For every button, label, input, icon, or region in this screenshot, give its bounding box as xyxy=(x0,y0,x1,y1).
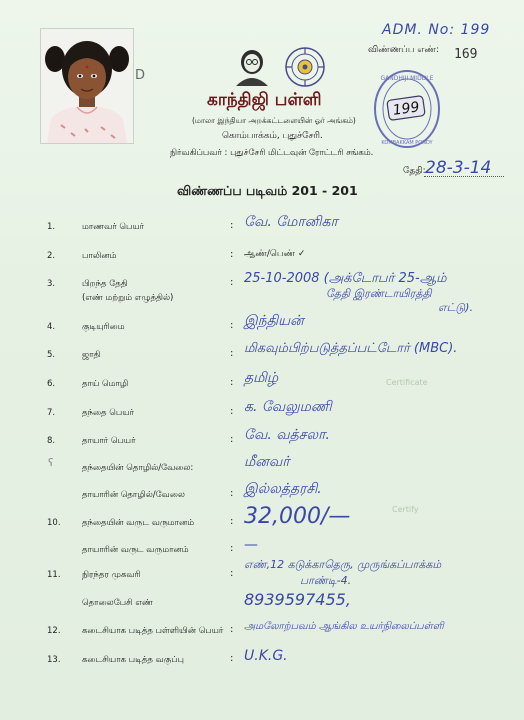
field-label-dob-note: (எண் மற்றும் எழுத்தில்) xyxy=(82,293,174,303)
field-value-dob-line3: எட்டு). xyxy=(438,301,473,314)
field-value-mother-tongue: தமிழ் xyxy=(244,370,279,386)
field-value-address-line2: பாண்டி-4. xyxy=(300,574,352,587)
field-value-caste: மிகவும்பிற்படுத்தப்பட்டோர் (MBC). xyxy=(244,341,458,356)
field-value-student-name: வே. மோனிகா xyxy=(244,214,338,230)
field-colon: : xyxy=(230,488,234,499)
field-number: 12. xyxy=(47,626,61,636)
field-colon: : xyxy=(230,249,234,260)
student-photo-image xyxy=(41,29,133,143)
field-colon: : xyxy=(230,406,234,417)
field-label-dob: பிறந்த தேதி xyxy=(82,279,128,289)
bleed-through-text: Certify xyxy=(392,505,419,514)
field-number: 10. xyxy=(47,518,61,528)
field-colon: : xyxy=(230,348,234,359)
stamp-number: 199 xyxy=(391,99,421,119)
field-number: 11. xyxy=(47,570,61,580)
rotary-logo xyxy=(283,46,327,92)
field-number: 13. xyxy=(47,655,61,665)
school-address: கொம்பாக்கம், புதுச்சேரி. xyxy=(222,131,323,141)
school-name: காந்திஜி பள்ளி xyxy=(207,90,322,110)
form-title: விண்ணப்ப படிவம் 201 - 201 xyxy=(177,183,358,198)
field-label-last-school: கடைசியாக படித்த பள்ளியின் பெயர் xyxy=(82,626,224,636)
field-colon: : xyxy=(230,543,234,554)
field-value-dob-line2: தேதி இரண்டாயிரத்தி xyxy=(326,287,432,300)
field-value-mother-occupation: இல்லத்தரசி. xyxy=(244,481,322,497)
field-colon: : xyxy=(230,277,234,288)
field-number: 4. xyxy=(47,322,56,332)
field-label-mother-occupation: தாயாரின் தொழில்/வேலை xyxy=(82,490,185,500)
field-value-mother-income: — xyxy=(244,537,258,553)
field-label-permanent-address: நிரந்தர முகவரி xyxy=(82,570,141,580)
field-value-address: எண்,12 கடுக்காதெரு, முருங்கப்பாக்கம் xyxy=(244,558,442,571)
field-value-last-class: U.K.G. xyxy=(244,648,288,664)
field-label-last-class: கடைசியாக படித்த வகுப்பு xyxy=(82,655,184,665)
margin-tick-mark: ʕ xyxy=(48,456,54,469)
field-number: 6. xyxy=(47,379,56,389)
field-label-father-income: தந்தையின் வருட வருமானம் xyxy=(82,518,195,528)
date-value: 28-3-14 xyxy=(425,158,492,178)
field-colon: : xyxy=(230,220,234,231)
field-label-phone: தொலைபேசி எண் xyxy=(82,598,153,608)
school-seal-stamp xyxy=(372,68,442,154)
field-value-father-income: 32,000/— xyxy=(244,504,351,529)
field-value-mother-name: வே. வத்சலா. xyxy=(244,427,330,443)
field-value-dob: 25-10-2008 (அக்டோபர் 25-ஆம் xyxy=(244,271,447,286)
field-value-last-school: அமலோற்பவம் ஆங்கில உயர்நிலைப்பள்ளி xyxy=(244,621,444,632)
field-colon: : xyxy=(230,624,234,635)
field-value-phone: 8939597455, xyxy=(244,590,351,609)
field-label-father-name: தந்தை பெயர் xyxy=(82,408,134,418)
field-label-father-occupation: தந்தையின் தொழில்/வேலை: xyxy=(82,463,194,473)
svg-text:KOMBAKKAM PONDY: KOMBAKKAM PONDY xyxy=(381,140,433,146)
field-colon: : xyxy=(230,516,234,527)
field-label-student-name: மாணவர் பெயர் xyxy=(82,222,145,232)
field-number: 7. xyxy=(47,408,56,418)
field-label-caste: ஜாதி xyxy=(82,350,101,360)
field-value-father-name: க. வேலுமணி xyxy=(244,399,332,415)
field-colon: : xyxy=(230,653,234,664)
application-number-label: விண்ணப்ப எண்: xyxy=(368,45,439,55)
gandhi-logo xyxy=(230,46,274,92)
school-management: நிர்வகிப்பவர் : புதுச்சேரி மிட்டவுன் ரோட்டரி சங்கம். xyxy=(170,148,374,158)
field-label-mother-tongue: தாய் மொழி xyxy=(82,379,129,389)
school-affiliation: (மாலா இந்தியா அறக்கட்டளையின் ஓர் அங்கம்) xyxy=(192,116,356,125)
field-label-mother-income: தாயாரின் வருட வருமானம் xyxy=(82,545,189,555)
bleed-through-text: Certificate xyxy=(386,378,428,387)
field-number: 1. xyxy=(47,222,56,232)
field-number: 3. xyxy=(47,279,56,289)
application-number-value: 169 xyxy=(454,47,478,62)
field-colon: : xyxy=(230,320,234,331)
student-photo xyxy=(40,28,134,144)
date-underline xyxy=(424,176,504,177)
field-label-gender: பாலினம் xyxy=(82,251,117,261)
field-value-father-occupation: மீனவர் xyxy=(244,454,290,470)
field-colon: : xyxy=(230,434,234,445)
field-label-mother-name: தாயார் பெயர் xyxy=(82,436,136,446)
field-value-nationality: இந்தியன் xyxy=(244,313,304,329)
svg-text:GANDHIJI MIDDLE: GANDHIJI MIDDLE xyxy=(380,75,434,82)
field-colon: : xyxy=(230,377,234,388)
pencil-mark: D xyxy=(135,68,146,83)
field-number: 2. xyxy=(47,251,56,261)
field-number: 5. xyxy=(47,350,56,360)
admission-number: ADM. No: 199 xyxy=(382,22,491,38)
field-number: 8. xyxy=(47,436,56,446)
date-label: தேதி: xyxy=(403,166,426,176)
field-label-nationality: குடியுரிமை xyxy=(82,322,125,332)
field-colon: : xyxy=(230,568,234,579)
field-value-gender: ஆண்/பெண் ✓ xyxy=(244,249,306,259)
